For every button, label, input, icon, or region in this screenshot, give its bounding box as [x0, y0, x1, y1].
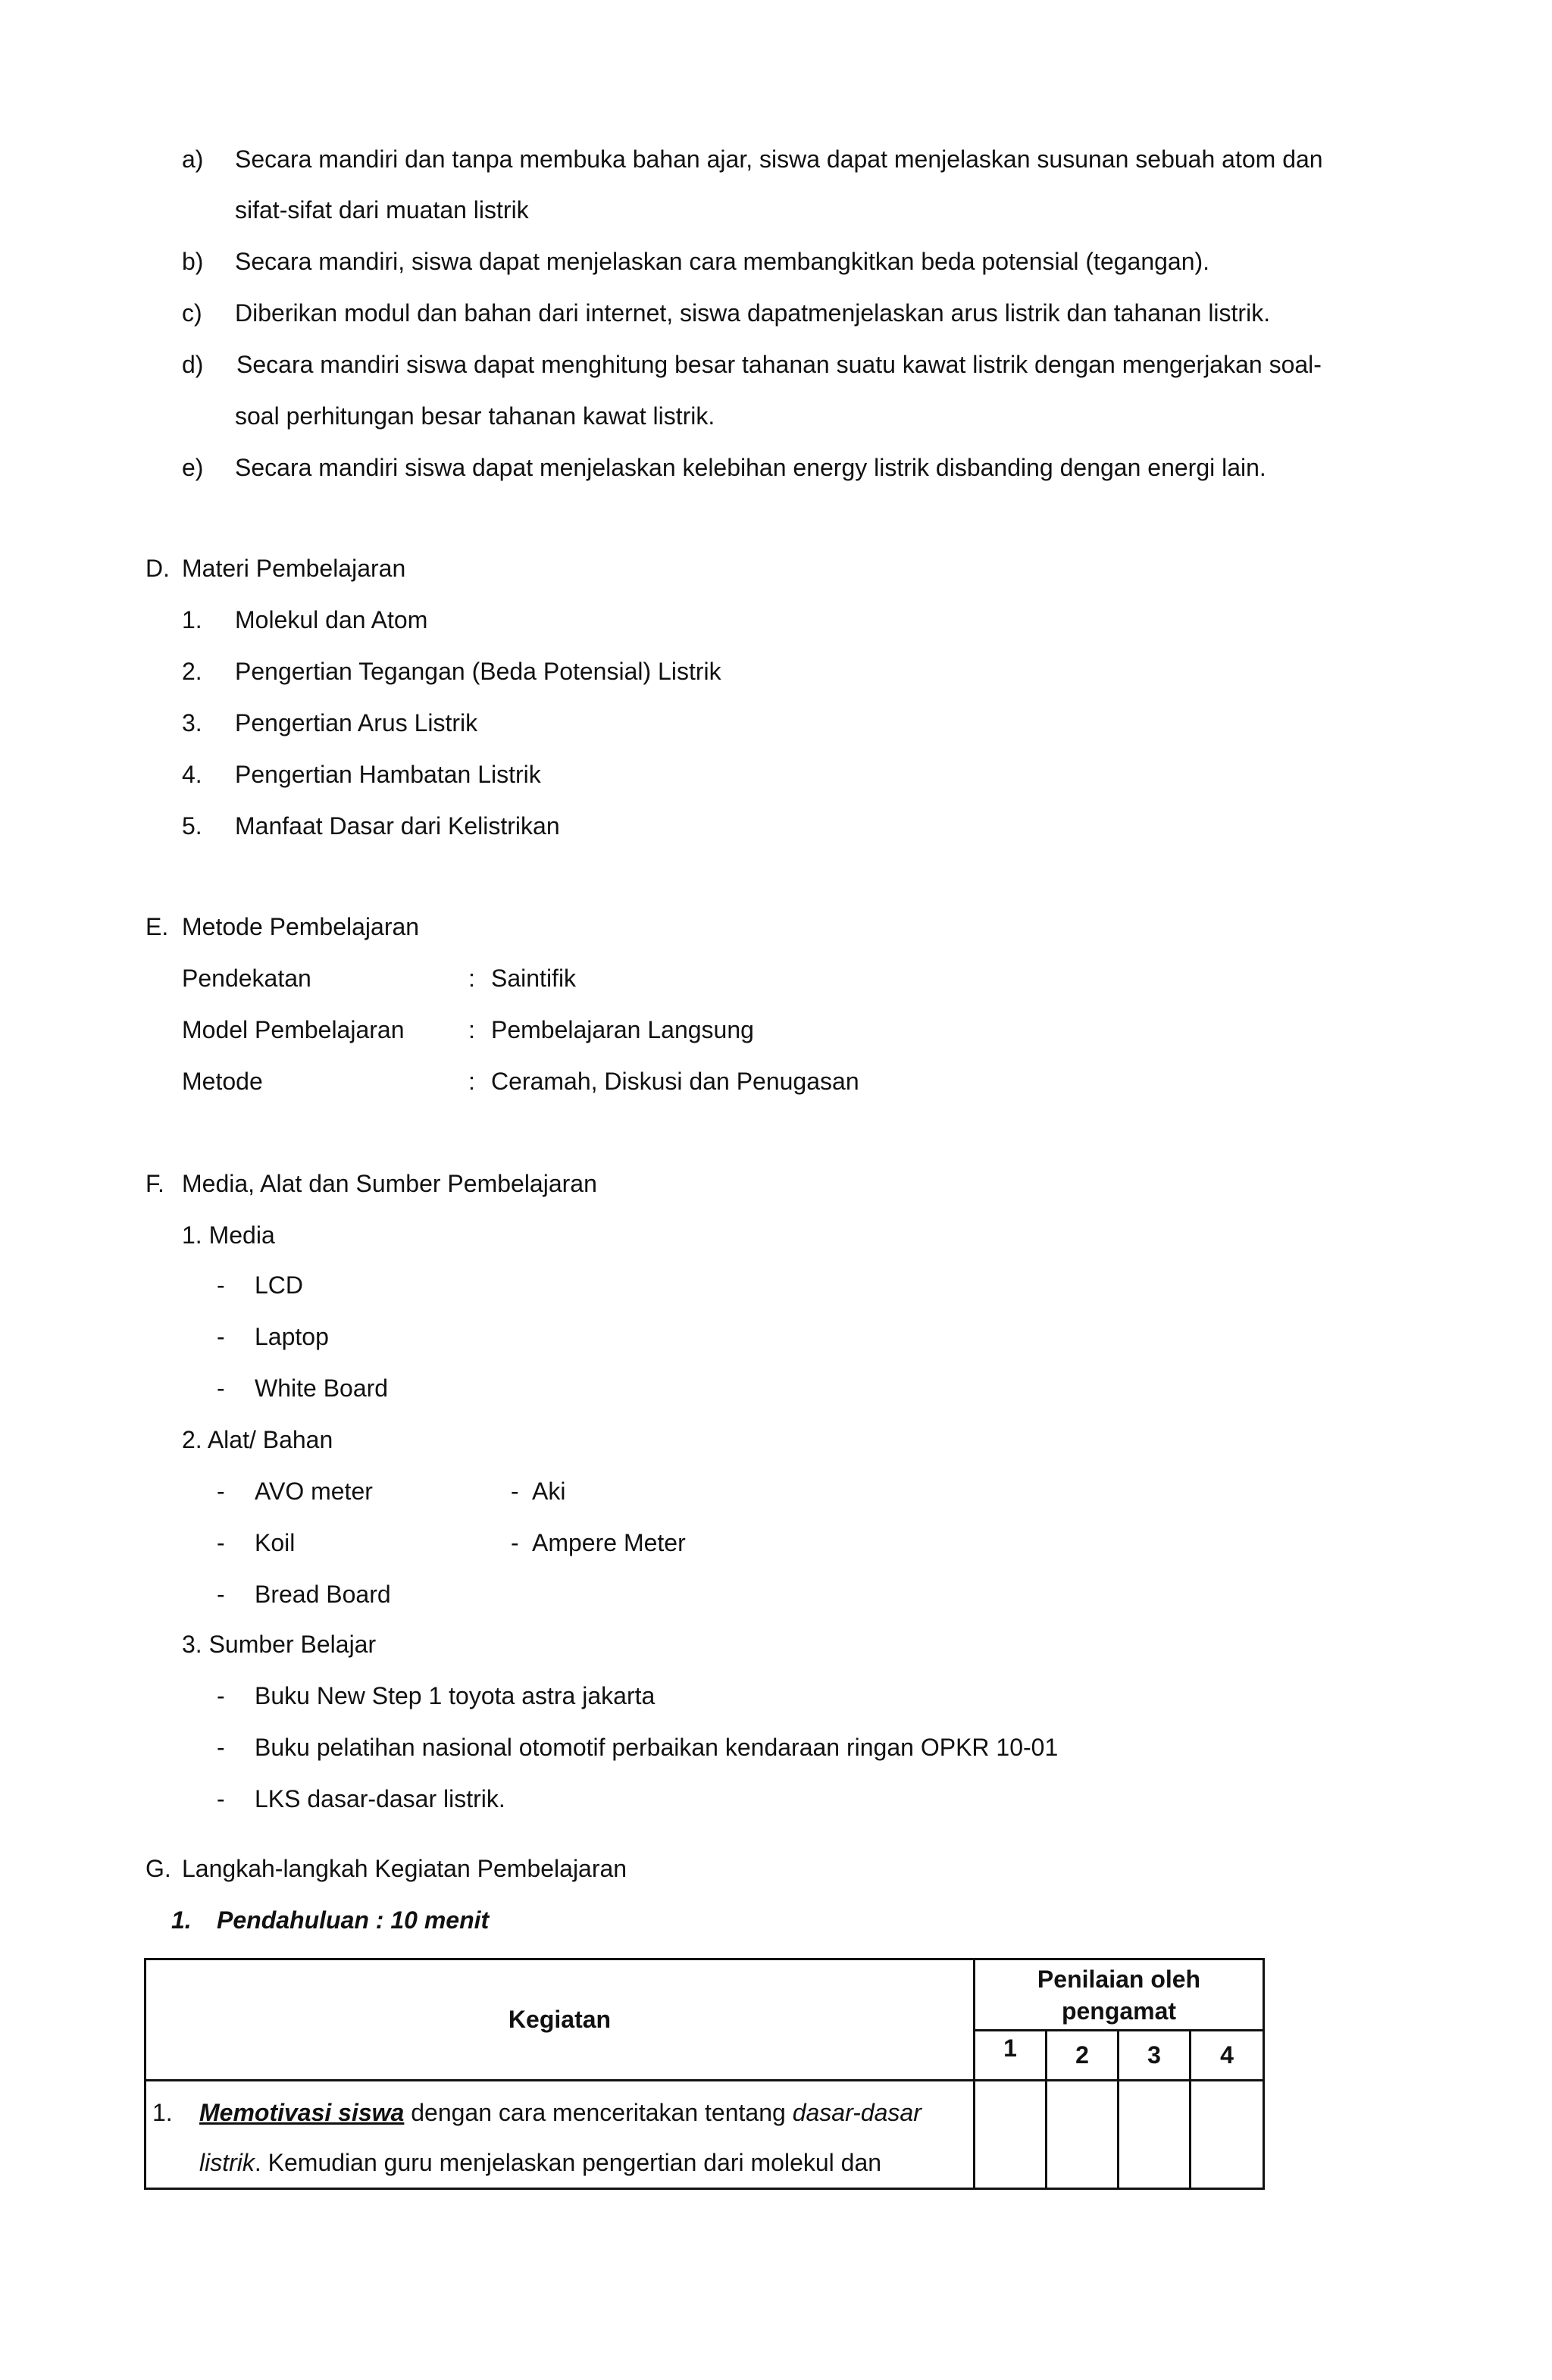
activity-text: . Kemudian guru menjelaskan pengertian dari molekul dan [254, 2149, 882, 2176]
list-item: Bread Board [255, 1581, 391, 1608]
score-cell[interactable] [1119, 2081, 1191, 2189]
dash-bullet: - [217, 1271, 225, 1299]
list-item: Pengertian Tegangan (Beda Potensial) Listrik [235, 658, 721, 685]
list-item: Ampere Meter [532, 1529, 686, 1556]
list-item: Laptop [255, 1323, 329, 1350]
objective-label: e) [182, 454, 204, 481]
list-item: Aki [532, 1478, 566, 1505]
dash-bullet: - [217, 1529, 225, 1556]
subsection-number: 1. [171, 1906, 192, 1934]
objective-text: Secara mandiri dan tanpa membuka bahan ajar, siswa dapat menjelaskan susunan sebuah atom dan [235, 145, 1323, 173]
list-number: 3. [182, 709, 202, 737]
score-header: 1 [975, 2031, 1047, 2081]
table-row [146, 2081, 1264, 2189]
score-header: 3 [1119, 2031, 1191, 2081]
list-number: 2. [182, 658, 202, 685]
activity-number: 1. [152, 2099, 173, 2126]
list-item: White Board [255, 1375, 389, 1402]
method-separator: : [468, 1016, 475, 1043]
dash-bullet: - [511, 1478, 519, 1505]
subsection-title: 1. Media [182, 1221, 275, 1249]
score-header: 2 [1047, 2031, 1119, 2081]
method-key: Pendekatan [182, 965, 311, 992]
section-title: Langkah-langkah Kegiatan Pembelajaran [182, 1855, 627, 1882]
dash-bullet: - [217, 1682, 225, 1709]
list-item: Buku pelatihan nasional otomotif perbaikan kendaraan ringan OPKR 10-01 [255, 1734, 1059, 1761]
activity-table [144, 1958, 1265, 2190]
dash-bullet: - [217, 1375, 225, 1402]
list-item: Pengertian Arus Listrik [235, 709, 478, 737]
method-key: Model Pembelajaran [182, 1016, 405, 1043]
dash-bullet: - [217, 1734, 225, 1761]
dash-bullet: - [511, 1529, 519, 1556]
method-value: Saintifik [491, 965, 577, 992]
objective-text: sifat-sifat dari muatan listrik [235, 196, 529, 224]
objective-label: b) [182, 248, 204, 275]
score-header: 4 [1191, 2031, 1264, 2081]
list-number: 5. [182, 812, 202, 840]
subsection-title: 2. Alat/ Bahan [182, 1426, 333, 1453]
list-number: 4. [182, 761, 202, 788]
column-header-activity: Kegiatan [146, 1959, 975, 2081]
section-label: F. [146, 1170, 164, 1197]
score-cell[interactable] [975, 2081, 1047, 2189]
section-title: Metode Pembelajaran [182, 913, 420, 940]
subsection-title: Pendahuluan : 10 menit [217, 1906, 490, 1934]
activity-cell [146, 2081, 975, 2189]
dash-bullet: - [217, 1478, 225, 1505]
objective-label: d) [182, 351, 204, 378]
section-title: Materi Pembelajaran [182, 555, 406, 582]
section-label: D. [146, 555, 170, 582]
list-number: 1. [182, 606, 202, 633]
activity-italic: dasar-dasar [792, 2099, 922, 2126]
section-title: Media, Alat dan Sumber Pembelajaran [182, 1170, 597, 1197]
list-item: AVO meter [255, 1478, 373, 1505]
dash-bullet: - [217, 1785, 225, 1812]
column-header-assessment: Penilaian oleh pengamat [975, 1959, 1264, 2031]
activity-italic: listrik [199, 2149, 255, 2176]
objective-label: c) [182, 299, 202, 327]
list-item: Pengertian Hambatan Listrik [235, 761, 541, 788]
dash-bullet: - [217, 1323, 225, 1350]
objective-text: Secara mandiri siswa dapat menjelaskan kelebihan energy listrik disbanding dengan energi lain. [235, 454, 1266, 481]
objective-text: soal perhitungan besar tahanan kawat listrik. [235, 402, 715, 430]
activity-text: dengan cara menceritakan tentang [404, 2099, 793, 2126]
objective-label: a) [182, 145, 204, 173]
method-value: Ceramah, Diskusi dan Penugasan [491, 1068, 859, 1095]
score-cell[interactable] [1191, 2081, 1264, 2189]
list-item: LCD [255, 1271, 304, 1299]
objective-text: Secara mandiri, siswa dapat menjelaskan cara membangkitkan beda potensial (tegangan). [235, 248, 1210, 275]
section-label: G. [146, 1855, 171, 1882]
list-item: Molekul dan Atom [235, 606, 428, 633]
method-value: Pembelajaran Langsung [491, 1016, 754, 1043]
method-key: Metode [182, 1068, 263, 1095]
objective-text: Secara mandiri siswa dapat menghitung besar tahanan suatu kawat listrik dengan mengerjakan soal- [236, 351, 1322, 378]
score-cell[interactable] [1047, 2081, 1119, 2189]
method-separator: : [468, 965, 475, 992]
list-item: Manfaat Dasar dari Kelistrikan [235, 812, 560, 840]
subsection-title: 3. Sumber Belajar [182, 1631, 377, 1658]
list-item: Buku New Step 1 toyota astra jakarta [255, 1682, 656, 1709]
list-item: Koil [255, 1529, 296, 1556]
list-item: LKS dasar-dasar listrik. [255, 1785, 505, 1812]
method-separator: : [468, 1068, 475, 1095]
activity-title: Memotivasi siswa [199, 2099, 405, 2126]
dash-bullet: - [217, 1581, 225, 1608]
objective-text: Diberikan modul dan bahan dari internet, siswa dapatmenjelaskan arus listrik dan tahanan listrik. [235, 299, 1271, 327]
section-label: E. [146, 913, 169, 940]
